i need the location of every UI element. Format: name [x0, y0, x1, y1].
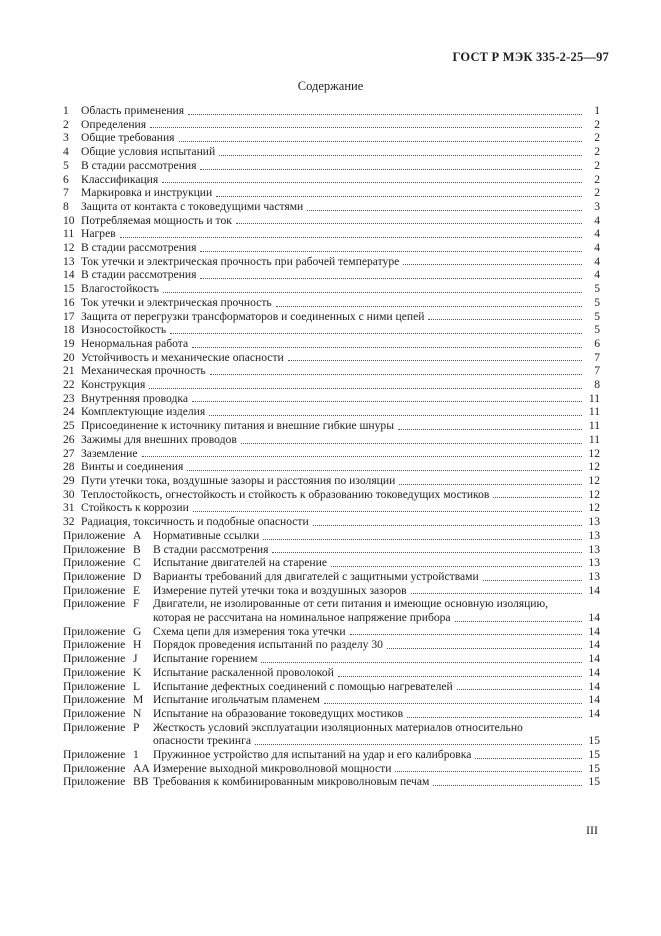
- section-page: 2: [594, 186, 600, 200]
- toc-annex-row[interactable]: [63, 597, 600, 611]
- toc-section-row[interactable]: [63, 447, 600, 461]
- toc-section-row[interactable]: [63, 186, 600, 200]
- dot-leader: [493, 497, 582, 498]
- section-number: 11: [63, 227, 75, 241]
- dot-leader: [307, 210, 582, 211]
- section-page: 12: [588, 501, 600, 515]
- annex-label: Приложение: [63, 638, 126, 652]
- section-number: 14: [63, 268, 75, 282]
- annex-title: Схема цепи для измерения тока утечки: [153, 624, 346, 638]
- section-number: 32: [63, 515, 75, 529]
- dot-leader: [210, 374, 582, 375]
- annex-page: 14: [588, 583, 600, 597]
- section-title: Винты и соединения: [81, 460, 184, 474]
- section-number: 21: [63, 364, 75, 378]
- annex-designation: [63, 584, 153, 598]
- section-page: 1: [594, 104, 600, 117]
- section-title: Потребляемая мощность и ток: [81, 213, 232, 227]
- annex-page: 15: [588, 775, 600, 789]
- annex-designation: [63, 721, 153, 735]
- annex-designation: [63, 762, 153, 776]
- toc-section-row[interactable]: [63, 296, 600, 310]
- dot-leader: [179, 141, 582, 142]
- section-number: 5: [63, 158, 69, 172]
- annex-page: 13: [588, 542, 600, 556]
- annex-designation: [63, 680, 153, 694]
- toc-section-row[interactable]: [63, 337, 600, 351]
- section-page: 5: [594, 282, 600, 296]
- section-title: Маркировка и инструкции: [81, 186, 213, 200]
- dot-leader: [255, 744, 582, 745]
- section-title: В стадии рассмотрения: [81, 241, 197, 255]
- toc-section-row[interactable]: [63, 241, 600, 255]
- toc-section-row[interactable]: [63, 351, 600, 365]
- toc-annex-row-continued: [63, 611, 600, 625]
- annex-label: Приложение: [63, 720, 126, 734]
- section-page: 11: [588, 405, 600, 419]
- section-page: 2: [594, 158, 600, 172]
- section-page: 3: [594, 199, 600, 213]
- toc-annex-row[interactable]: [63, 680, 600, 694]
- dot-leader: [483, 580, 582, 581]
- dot-leader: [411, 593, 582, 594]
- toc-section-row[interactable]: [63, 131, 600, 145]
- dot-leader: [241, 443, 582, 444]
- annex-designation: [63, 652, 153, 666]
- section-number: 25: [63, 419, 75, 433]
- annex-key: L: [133, 679, 141, 693]
- toc-title: Содержание: [297, 79, 364, 93]
- section-title: Комплектующие изделия: [81, 405, 206, 419]
- annex-designation: [63, 638, 153, 652]
- annex-page: 13: [588, 556, 600, 570]
- dot-leader: [261, 662, 582, 663]
- section-number: 31: [63, 501, 75, 515]
- section-number: 13: [63, 254, 75, 268]
- toc-annex-row[interactable]: [63, 556, 600, 570]
- section-title: Ненормальная работа: [81, 336, 189, 350]
- dot-leader: [398, 429, 582, 430]
- section-page: 4: [594, 268, 600, 282]
- annex-title: Нормативные ссылки: [153, 528, 260, 542]
- toc-annex-row[interactable]: [63, 570, 600, 584]
- toc-section-row[interactable]: [63, 145, 600, 159]
- dot-leader: [263, 539, 582, 540]
- dot-leader: [387, 648, 582, 649]
- dot-leader: [209, 415, 582, 416]
- toc-annex-row-continued: [63, 734, 600, 748]
- annex-label: Приложение: [63, 597, 126, 611]
- section-title: Защита от перегрузки трансформаторов и соединенных с ними цепей: [81, 309, 425, 323]
- annex-title: Испытание двигателей на старение: [153, 556, 327, 570]
- section-page: 7: [594, 350, 600, 364]
- annex-label: Приложение: [63, 748, 126, 762]
- section-page: 12: [588, 487, 600, 501]
- toc-section-row[interactable]: [63, 474, 600, 488]
- annex-key: E: [133, 583, 141, 597]
- annex-page: 14: [588, 679, 600, 693]
- annex-label: Приложение: [63, 775, 126, 789]
- toc-annex-row[interactable]: [63, 584, 600, 598]
- annex-label: Приложение: [63, 542, 126, 556]
- section-page: 11: [588, 419, 600, 433]
- dot-leader: [193, 511, 582, 512]
- section-title: Зажимы для внешних проводов: [81, 432, 237, 446]
- toc-annex-row[interactable]: [63, 775, 600, 789]
- annex-title: Жесткость условий эксплуатации изоляционных материалов относительно: [153, 720, 523, 734]
- section-title: Износостойкость: [81, 323, 167, 337]
- section-number: 17: [63, 309, 75, 323]
- dot-leader: [395, 771, 582, 772]
- annex-designation: [63, 693, 153, 707]
- section-title: Конструкция: [81, 378, 146, 392]
- toc-annex-row[interactable]: [63, 707, 600, 721]
- annex-label: Приложение: [63, 761, 126, 775]
- section-page: 5: [594, 309, 600, 323]
- toc-section-row[interactable]: [63, 501, 600, 515]
- annex-key: B: [133, 542, 141, 556]
- annex-designation: [63, 543, 153, 557]
- toc-section-row[interactable]: [63, 118, 600, 132]
- section-number: 7: [63, 186, 69, 200]
- annex-page: 14: [588, 611, 600, 625]
- section-page: 4: [594, 254, 600, 268]
- annex-label: Приложение: [63, 583, 126, 597]
- dot-leader: [324, 703, 582, 704]
- annex-key: G: [133, 624, 142, 638]
- section-number: 1: [63, 104, 69, 117]
- dot-leader: [162, 182, 582, 183]
- toc-section-row[interactable]: [63, 310, 600, 324]
- toc-annex-row[interactable]: [63, 762, 600, 776]
- annex-label: Приложение: [63, 652, 126, 666]
- section-title: Присоединение к источнику питания и внешние гибкие шнуры: [81, 419, 395, 433]
- dot-leader: [350, 634, 582, 635]
- annex-title: Испытание раскаленной проволокой: [153, 665, 334, 679]
- annex-designation: [63, 775, 153, 789]
- annex-key: D: [133, 569, 142, 583]
- section-title: Пути утечки тока, воздушные зазоры и расстояния по изоляции: [81, 473, 396, 487]
- annex-title: Измерение путей утечки тока и воздушных зазоров: [153, 583, 407, 597]
- dot-leader: [457, 689, 582, 690]
- annex-page: 13: [588, 569, 600, 583]
- dot-leader: [120, 237, 582, 238]
- annex-page: 15: [588, 748, 600, 762]
- dot-leader: [163, 292, 582, 293]
- annex-designation: [63, 570, 153, 584]
- annex-key: J: [133, 652, 138, 666]
- toc-annex-row[interactable]: [63, 666, 600, 680]
- toc-section-row[interactable]: [63, 214, 600, 228]
- section-title: Теплостойкость, огнестойкость и стойкость к образованию токоведущих мостиков: [81, 487, 490, 501]
- section-title: Общие требования: [81, 131, 175, 145]
- section-page: 2: [594, 145, 600, 159]
- section-page: 13: [588, 515, 600, 529]
- section-title: Защита от контакта с токоведущими частями: [81, 199, 304, 213]
- toc-annex-row[interactable]: [63, 638, 600, 652]
- section-number: 19: [63, 336, 75, 350]
- annex-label: Приложение: [63, 706, 126, 720]
- section-page: 4: [594, 241, 600, 255]
- toc-section-row[interactable]: [63, 268, 600, 282]
- section-number: 30: [63, 487, 75, 501]
- annex-title: Требования к комбинированным микроволновым печам: [153, 775, 430, 789]
- annex-page: 14: [588, 652, 600, 666]
- section-number: 20: [63, 350, 75, 364]
- section-title: Заземление: [81, 446, 138, 460]
- section-number: 4: [63, 145, 69, 159]
- annex-label: Приложение: [63, 624, 126, 638]
- section-page: 7: [594, 364, 600, 378]
- dot-leader: [187, 470, 582, 471]
- annex-page: 13: [588, 528, 600, 542]
- annex-key: AA: [133, 761, 150, 775]
- toc-section-row[interactable]: [63, 173, 600, 187]
- section-title: Классификация: [81, 172, 159, 186]
- section-number: 8: [63, 199, 69, 213]
- section-page: 12: [588, 446, 600, 460]
- section-page: 4: [594, 227, 600, 241]
- section-page: 12: [588, 473, 600, 487]
- toc-section-row[interactable]: [63, 488, 600, 502]
- section-number: 6: [63, 172, 69, 186]
- section-number: 16: [63, 295, 75, 309]
- annex-title: Измерение выходной микроволновой мощности: [153, 761, 392, 775]
- dot-leader: [288, 360, 582, 361]
- toc-section-row[interactable]: [63, 419, 600, 433]
- section-title: Радиация, токсичность и подобные опасности: [81, 515, 309, 529]
- annex-key: A: [133, 528, 142, 542]
- annex-designation: [63, 748, 153, 762]
- annex-designation: [63, 529, 153, 543]
- annex-designation: [63, 707, 153, 721]
- annex-title-continued: опасности трекинга: [153, 734, 251, 748]
- dot-leader: [399, 484, 582, 485]
- annex-designation: [63, 625, 153, 639]
- annex-title-continued: которая не рассчитана на номинальное напряжение прибора: [153, 611, 451, 625]
- section-page: 12: [588, 460, 600, 474]
- section-number: 3: [63, 131, 69, 145]
- annex-title: Испытание горением: [153, 652, 258, 666]
- annex-key: C: [133, 556, 141, 570]
- annex-page: 14: [588, 706, 600, 720]
- section-title: Внутренняя проводка: [81, 391, 189, 405]
- toc-section-row[interactable]: [63, 255, 600, 269]
- dot-leader: [149, 388, 582, 389]
- annex-designation: [63, 556, 153, 570]
- annex-page: 14: [588, 693, 600, 707]
- annex-key: BB: [133, 775, 149, 789]
- section-title: В стадии рассмотрения: [81, 268, 197, 282]
- annex-label: Приложение: [63, 693, 126, 707]
- annex-title: Порядок проведения испытаний по разделу 30: [153, 638, 383, 652]
- toc-section-row[interactable]: [63, 460, 600, 474]
- section-title: Ток утечки и электрическая прочность: [81, 295, 272, 309]
- annex-key: H: [133, 638, 142, 652]
- section-title: Стойкость к коррозии: [81, 501, 189, 515]
- annex-label: Приложение: [63, 528, 126, 542]
- toc-section-row[interactable]: [63, 405, 600, 419]
- toc-annex-row[interactable]: [63, 748, 600, 762]
- table-of-contents: [63, 104, 600, 789]
- annex-page: 14: [588, 665, 600, 679]
- dot-leader: [276, 306, 582, 307]
- dot-leader: [428, 319, 582, 320]
- section-title: В стадии рассмотрения: [81, 158, 197, 172]
- toc-section-row[interactable]: [63, 323, 600, 337]
- section-number: 23: [63, 391, 75, 405]
- annex-title: Испытание на образование токоведущих мостиков: [153, 706, 404, 720]
- section-page: 4: [594, 213, 600, 227]
- section-page: 11: [588, 432, 600, 446]
- annex-title: Испытание дефектных соединений с помощью нагревателей: [153, 679, 453, 693]
- toc-section-row[interactable]: [63, 104, 600, 118]
- section-title: Общие условия испытаний: [81, 145, 216, 159]
- dot-leader: [338, 676, 582, 677]
- dot-leader: [331, 566, 582, 567]
- section-page: 5: [594, 295, 600, 309]
- standard-code: ГОСТ Р МЭК 335-2-25—97: [452, 50, 609, 64]
- toc-section-row[interactable]: [63, 378, 600, 392]
- section-page: 11: [588, 391, 600, 405]
- annex-label: Приложение: [63, 569, 126, 583]
- annex-key: M: [133, 693, 144, 707]
- dot-leader: [192, 347, 582, 348]
- section-number: 28: [63, 460, 75, 474]
- annex-label: Приложение: [63, 679, 126, 693]
- toc-section-row[interactable]: [63, 392, 600, 406]
- section-number: 15: [63, 282, 75, 296]
- toc-annex-row[interactable]: [63, 693, 600, 707]
- section-number: 2: [63, 117, 69, 131]
- annex-designation: [63, 597, 153, 611]
- section-page: 2: [594, 117, 600, 131]
- section-number: 24: [63, 405, 75, 419]
- section-page: 6: [594, 336, 600, 350]
- annex-title: Варианты требований для двигателей с защитными устройствами: [153, 569, 479, 583]
- toc-section-row[interactable]: [63, 515, 600, 529]
- annex-page: 14: [588, 624, 600, 638]
- toc-section-row[interactable]: [63, 159, 600, 173]
- section-title: Устойчивость и механические опасности: [81, 350, 284, 364]
- dot-leader: [200, 278, 582, 279]
- toc-section-row[interactable]: [63, 364, 600, 378]
- dot-leader: [455, 621, 582, 622]
- dot-leader: [142, 456, 582, 457]
- annex-label: Приложение: [63, 556, 126, 570]
- toc-section-row[interactable]: [63, 433, 600, 447]
- dot-leader: [433, 785, 582, 786]
- dot-leader: [313, 525, 582, 526]
- annex-page: 15: [588, 761, 600, 775]
- toc-section-row[interactable]: [63, 282, 600, 296]
- section-number: 26: [63, 432, 75, 446]
- section-title: Механическая прочность: [81, 364, 206, 378]
- dot-leader: [407, 717, 582, 718]
- section-page: 2: [594, 131, 600, 145]
- dot-leader: [170, 333, 582, 334]
- section-page: 2: [594, 172, 600, 186]
- dot-leader: [216, 196, 582, 197]
- annex-title: Двигатели, не изолированные от сети питания и имеющие основную изоляцию,: [153, 597, 549, 611]
- dot-leader: [403, 264, 582, 265]
- toc-annex-row[interactable]: [63, 721, 600, 735]
- toc-annex-row[interactable]: [63, 625, 600, 639]
- dot-leader: [219, 155, 582, 156]
- section-title: Определения: [81, 117, 147, 131]
- section-number: 27: [63, 446, 75, 460]
- section-title: Область применения: [81, 104, 185, 117]
- dot-leader: [150, 127, 582, 128]
- section-title: Влагостойкость: [81, 282, 159, 296]
- section-number: 29: [63, 473, 75, 487]
- toc-section-row[interactable]: [63, 227, 600, 241]
- annex-key: 1: [133, 748, 139, 762]
- dot-leader: [192, 401, 582, 402]
- section-page: 8: [594, 378, 600, 392]
- dot-leader: [475, 758, 582, 759]
- annex-key: P: [133, 720, 140, 734]
- section-title: Нагрев: [81, 227, 116, 241]
- toc-annex-row[interactable]: [63, 529, 600, 543]
- section-number: 12: [63, 241, 75, 255]
- section-number: 22: [63, 378, 75, 392]
- section-page: 5: [594, 323, 600, 337]
- section-number: 18: [63, 323, 75, 337]
- annex-page: 15: [588, 734, 600, 748]
- annex-title: Пружинное устройство для испытаний на удар и его калибровка: [153, 748, 472, 762]
- section-number: 10: [63, 213, 75, 227]
- page-number: III: [586, 823, 598, 837]
- annex-key: N: [133, 706, 142, 720]
- section-title: Ток утечки и электрическая прочность при рабочей температуре: [81, 254, 400, 268]
- dot-leader: [200, 251, 582, 252]
- annex-designation: [63, 666, 153, 680]
- dot-leader: [188, 114, 582, 115]
- annex-title: Испытание игольчатым пламенем: [153, 693, 320, 707]
- annex-key: F: [133, 597, 140, 611]
- annex-title: В стадии рассмотрения: [153, 542, 269, 556]
- toc-annex-row[interactable]: [63, 652, 600, 666]
- dot-leader: [272, 552, 582, 553]
- toc-section-row[interactable]: [63, 200, 600, 214]
- annex-page: 14: [588, 638, 600, 652]
- toc-annex-row[interactable]: [63, 543, 600, 557]
- annex-label: Приложение: [63, 665, 126, 679]
- annex-key: K: [133, 665, 142, 679]
- dot-leader: [236, 223, 582, 224]
- dot-leader: [200, 169, 582, 170]
